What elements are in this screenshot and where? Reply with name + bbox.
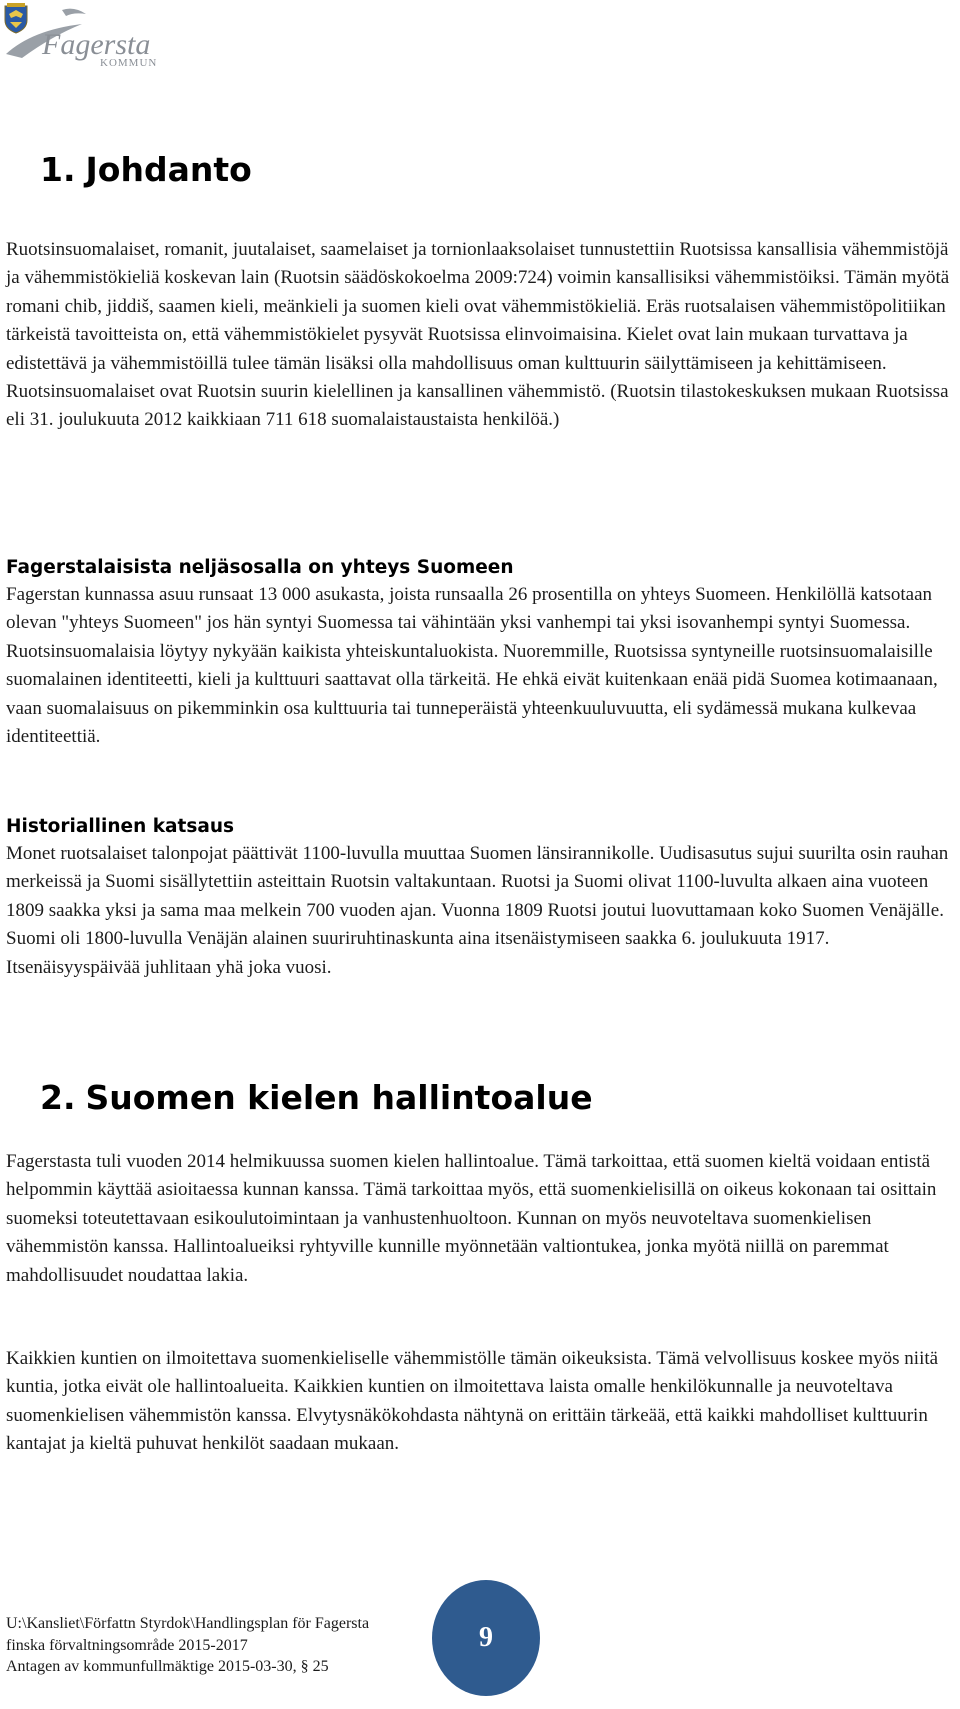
fagersta-crest-icon [2,2,172,74]
section2-title: Suomen kielen hallintoalue [85,1078,593,1117]
section1-number: 1. [40,150,76,189]
connection-paragraph: Fagerstan kunnassa asuu runsaat 13 000 asukasta, joista runsaalla 26 prosentilla on yhteys Suomeen. Henkilöllä katsotaan olevan "yhteys Suomeen" jos hän syntyi Suomessa tai vähintään yksi vanhempi tai yksi isovanhempi syntyi Suomessa. Ruotsinsuomalaisia löytyy nykyään kaikista yhteiskuntaluokista. Nuoremmille, Ruotsissa syntyneille ruotsinsuomalaisille suomalainen identiteetti, kieli ja kulttuuri saattavat olla tärkeitä. He ehkä eivät kuitenkaan enää pidä Suomea kotimaanaan, vaan suomalaisuus on pikemminkin osa kulttuuria tai tunneperäistä yhteenkuuluvuutta, eli sydämessä mukana kulkevaa identiteettiä. [6,584,938,748]
section2-heading [40,1078,593,1118]
subheading-connection: Fagerstalaisista neljäsosalla on yhteys Suomeen [6,557,514,578]
page-number-badge [432,1580,540,1696]
section2-number: 2. [40,1078,76,1117]
footer-path: U:\Kansliet\Författn Styrdok\Handlingsplan för Fagersta [6,1615,370,1632]
intro-paragraph: Ruotsinsuomalaiset, romanit, juutalaiset, saamelaiset ja tornionlaaksolaiset tunnustettiin Ruotsissa kansallisia vähemmistöjä ja vähemmistökieliä koskevan lain (Ruotsin säädöskokoelma 2009:724) voimin kansallisiksi vähemmistöiksi. Tämän myötä romani chib, jiddiš, saamen kieli, meänkieli ja suomen kieli ovat vähemmistökieliä. Eräs ruotsalaisen vähemmistöpolitiikan tärkeistä tavoitteista on, että vähemmistökielet pysyvät Ruotsissa elinvoimaisina. Kielet ovat lain mukaan turvattava ja edistettävä ja vähemmistöillä tulee tämän lisäksi olla mahdollisuus oman kulttuurin säilyttämiseen ja kehittämiseen. Ruotsinsuomalaiset ovat Ruotsin suurin kielellinen ja kansallinen vähemmistö. (Ruotsin tilastokeskuksen mukaan Ruotsissa eli 31. joulukuuta 2012 kaikkiaan 711 618 suomalaistaustaista henkilöä.) [6,239,950,431]
page-number: 9 [479,1622,493,1653]
subheading-history: Historiallinen katsaus [6,816,234,837]
admin-area-paragraph-2: Kaikkien kuntien on ilmoitettava suomenkieliselle vähemmistölle tämän oikeuksista. Tämä velvollisuus koskee myös niitä kuntia, jotka eivät ole hallintoalueita. Kaikkien kuntien on ilmoitettava laista omalle henkilökunnalle ja neuvoteltava suomenkielisen vähemmistön kanssa. Elvytysnäkökohdasta nähtynä on erittäin tärkeää, että kaikki mahdolliset kulttuurin kantajat ja kieltä puhuvat henkilöt saadaan mukaan. [6,1348,939,1455]
document-footer [6,1613,369,1678]
footer-plan-name: finska förvaltningsområde 2015-2017 [6,1636,248,1654]
history-paragraph: Monet ruotsalaiset talonpojat päättivät 1100-luvulla muuttaa Suomen länsirannikolle. Uudisasutus sujui suurilta osin rauhan merkeissä ja Suomi sisällytettiin asteittain Ruotsin valtakuntaan. Ruotsi ja Suomi olivat 1100-luvulta alkaen aina vuoteen 1809 saakka yksi ja sama maa melkein 700 vuoden ajan. Vuonna 1809 Ruotsi joutui luovuttamaan koko Suomen Venäjälle. Suomi oli 1800-luvulla Venäjän alainen suuriruhtinaskunta aina itsenäistymiseen saakka 6. joulukuuta 1917. Itsenäisyyspäivää juhlitaan yhä joka vuosi. [6,843,949,978]
section1-title: Johdanto [85,150,252,189]
svg-text:KOMMUN: KOMMUN [100,57,158,69]
svg-text:Fagersta: Fagersta [42,28,151,61]
footer-adoption: Antagen av kommunfullmäktige 2015-03-30, § 25 [6,1658,329,1675]
fagersta-logo [2,2,172,74]
admin-area-paragraph-1: Fagerstasta tuli vuoden 2014 helmikuussa suomen kielen hallintoalue. Tämä tarkoittaa, että suomen kieltä voidaan entistä helpommin käyttää asioitaessa kunnan kanssa. Tämä tarkoittaa myös, että suomenkielisillä on oikeus kokonaan tai osittain suomeksi toteutettavaan esikoulutoimintaan ja vanhustenhuoltoon. Kunnan on myös neuvoteltava suomenkielisen vähemmistön kanssa. Hallintoalueiksi ryhtyville kunnille myönnetään valtiontukea, jonka myötä niillä on paremmat mahdollisuudet noudattaa lakia. [6,1151,937,1286]
section1-heading [40,150,252,190]
